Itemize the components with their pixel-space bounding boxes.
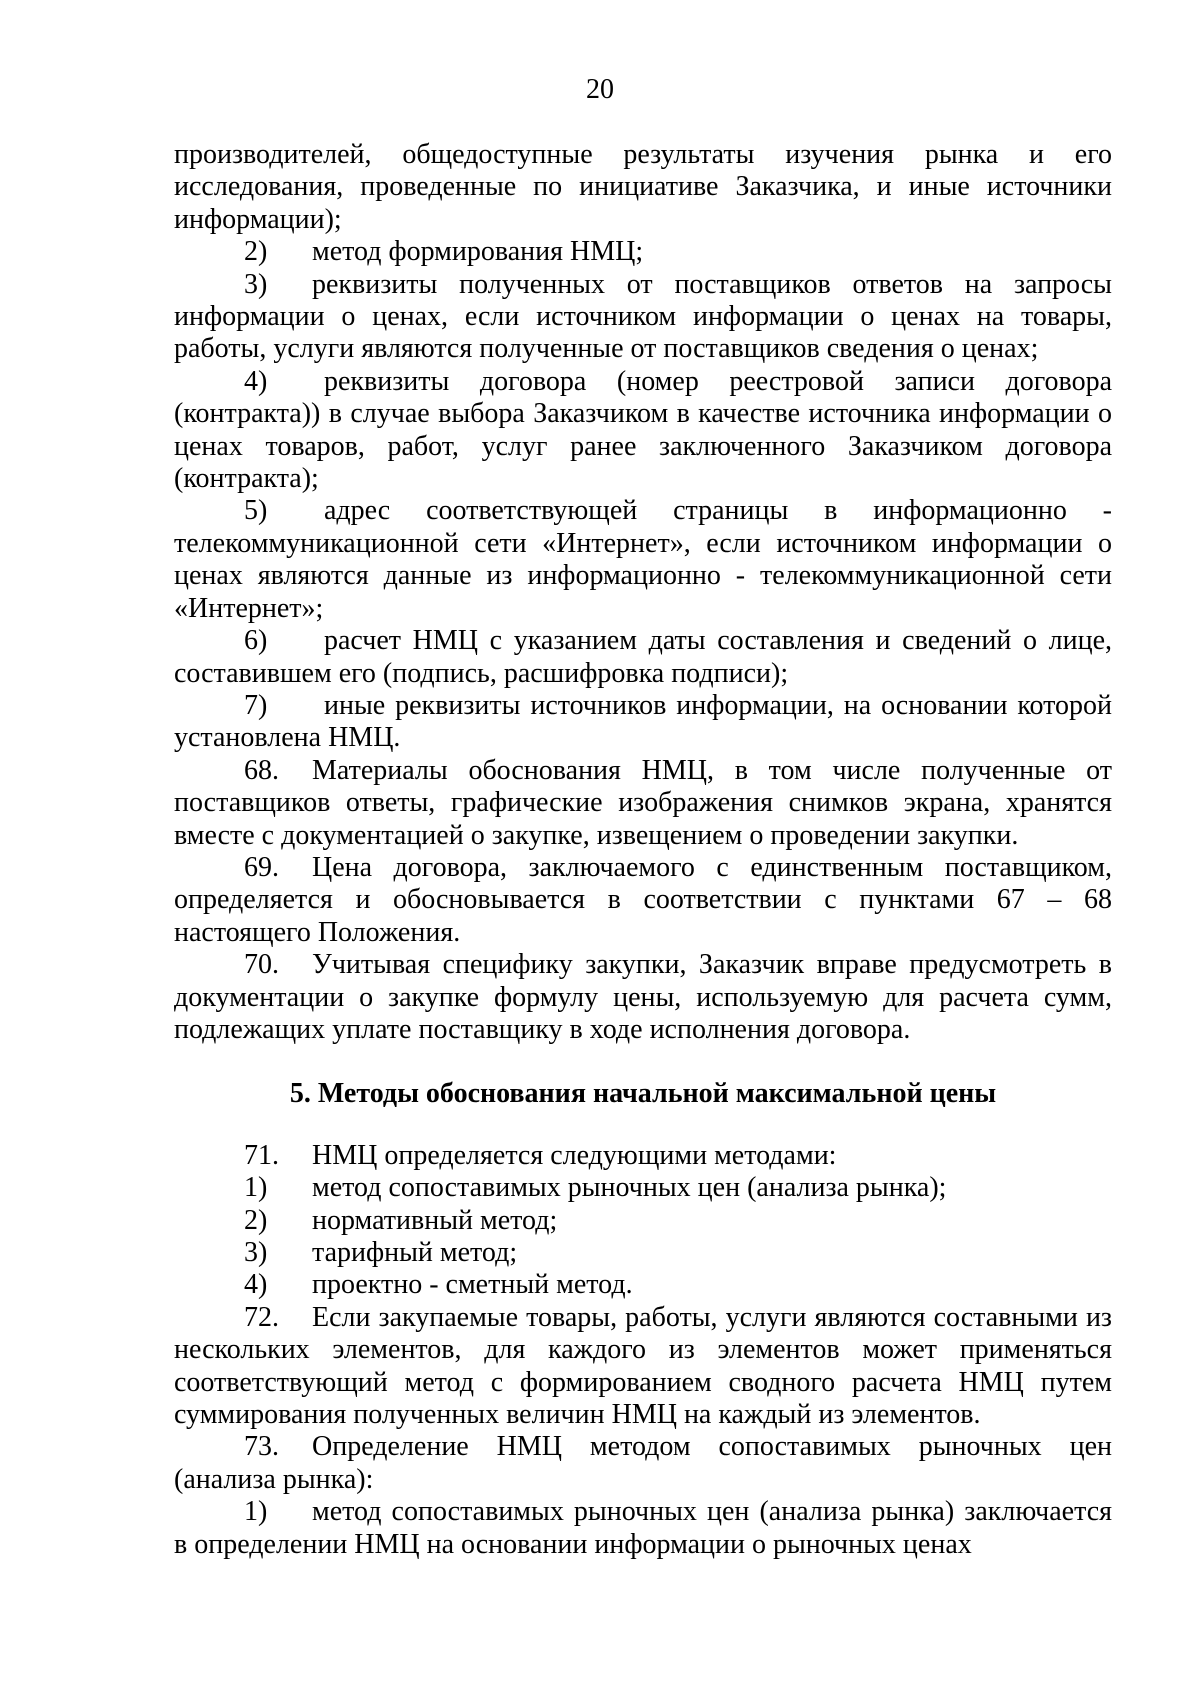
paragraph-text: Материалы обоснования НМЦ, в том числе полученные от поставщиков ответы, графические изображения снимков экрана, хранятся вместе с документацией о закупке, извещением о проведении закупки.: [174, 754, 1112, 851]
numbered-paragraph: [174, 852, 1112, 949]
list-item: [174, 1269, 1112, 1301]
paragraph-number: 68.: [244, 754, 279, 786]
item-text: метод сопоставимых рыночных цен (анализа рынка) заключается в определении НМЦ на основании информации о рыночных ценах: [174, 1496, 1112, 1560]
list-item: [174, 1496, 1112, 1561]
list-item: [174, 625, 1112, 690]
item-number: 7): [244, 689, 268, 721]
paragraph-text: Если закупаемые товары, работы, услуги являются составными из нескольких элементов, для каждого из элементов может применяться соответствующий метод с формированием сводного расчета НМЦ путем суммирования полученных величин НМЦ на каждый из элементов.: [174, 1301, 1112, 1431]
item-number: 5): [244, 495, 268, 527]
paragraph-text: НМЦ определяется следующими методами:: [312, 1139, 837, 1171]
item-number: 3): [244, 268, 268, 300]
section-heading: 5. Методы обоснования начальной максимальной цены: [289, 1078, 997, 1110]
numbered-paragraph: [174, 1431, 1112, 1496]
item-text: иные реквизиты источников информации, на основании которой установлена НМЦ.: [174, 689, 1112, 754]
item-text: метод сопоставимых рыночных цен (анализа рынка);: [312, 1172, 947, 1204]
list-item: [174, 269, 1112, 366]
item-number: 1): [244, 1172, 268, 1204]
item-number: 4): [244, 1269, 268, 1301]
paragraph-number: 69.: [244, 851, 279, 883]
paragraph-text: производителей, общедоступные результаты изучения рынка и его исследования, проведенные по инициативе Заказчика, и иные источники информации);: [174, 139, 1112, 235]
item-text: реквизиты полученных от поставщиков ответов на запросы информации о ценах, если источником информации о ценах на товары, работы, услуги являются полученные от поставщиков сведения о ценах;: [174, 268, 1112, 365]
list-item: [174, 690, 1112, 755]
list-item: [174, 1172, 1112, 1204]
numbered-paragraph: [174, 949, 1112, 1046]
paragraph-text: Цена договора, заключаемого с единственным поставщиком, определяется и обосновывается в соответствии с пунктами 67 – 68 настоящего Положения.: [174, 851, 1112, 948]
item-number: 6): [244, 625, 268, 657]
paragraph-number: 73.: [244, 1431, 279, 1463]
page-number: 20: [586, 74, 614, 105]
numbered-paragraph: [174, 1302, 1112, 1432]
item-number: 4): [244, 365, 268, 397]
item-text: расчет НМЦ с указанием даты составления и сведений о лице, составившем его (подпись, расшифровка подписи);: [174, 625, 1112, 689]
paragraph-text: Определение НМЦ методом сопоставимых рыночных цен (анализа рынка):: [174, 1431, 1112, 1495]
item-number: 2): [244, 1204, 268, 1236]
numbered-paragraph: [174, 755, 1112, 852]
item-text: адрес соответствующей страницы в информационно - телекоммуникационной сети «Интернет», если источником информации о ценах являются данные из информационно - телекоммуникационной сети «Интернет»;: [174, 495, 1112, 624]
paragraph-text: Учитывая специфику закупки, Заказчик вправе предусмотреть в документации о закупке формулу цены, используемую для расчета сумм, подлежащих уплате поставщику в ходе исполнения договора.: [174, 949, 1112, 1045]
list-item: [174, 1237, 1112, 1269]
paragraph-continuation: [174, 139, 1112, 236]
item-text: метод формирования НМЦ;: [312, 236, 644, 268]
item-text: нормативный метод;: [312, 1204, 558, 1236]
paragraph-number: 72.: [244, 1301, 279, 1333]
list-item: [174, 1205, 1112, 1237]
item-number: 2): [244, 236, 268, 268]
item-number: 3): [244, 1237, 268, 1268]
item-number: 1): [244, 1496, 268, 1528]
paragraph-number: 71.: [244, 1139, 279, 1171]
list-item: [174, 236, 1112, 268]
list-item: [174, 495, 1112, 625]
paragraph-number: 70.: [244, 949, 279, 981]
item-text: тарифный метод;: [312, 1237, 518, 1268]
numbered-paragraph: [174, 1140, 1112, 1172]
list-item: [174, 366, 1112, 496]
document-body: [174, 139, 1112, 1561]
item-text: реквизиты договора (номер реестровой записи договора (контракта)) в случае выбора Заказчиком в качестве источника информации о ценах товаров, работ, услуг ранее заключенного Заказчиком договора (контракта);: [174, 365, 1112, 495]
item-text: проектно - сметный метод.: [312, 1269, 633, 1301]
